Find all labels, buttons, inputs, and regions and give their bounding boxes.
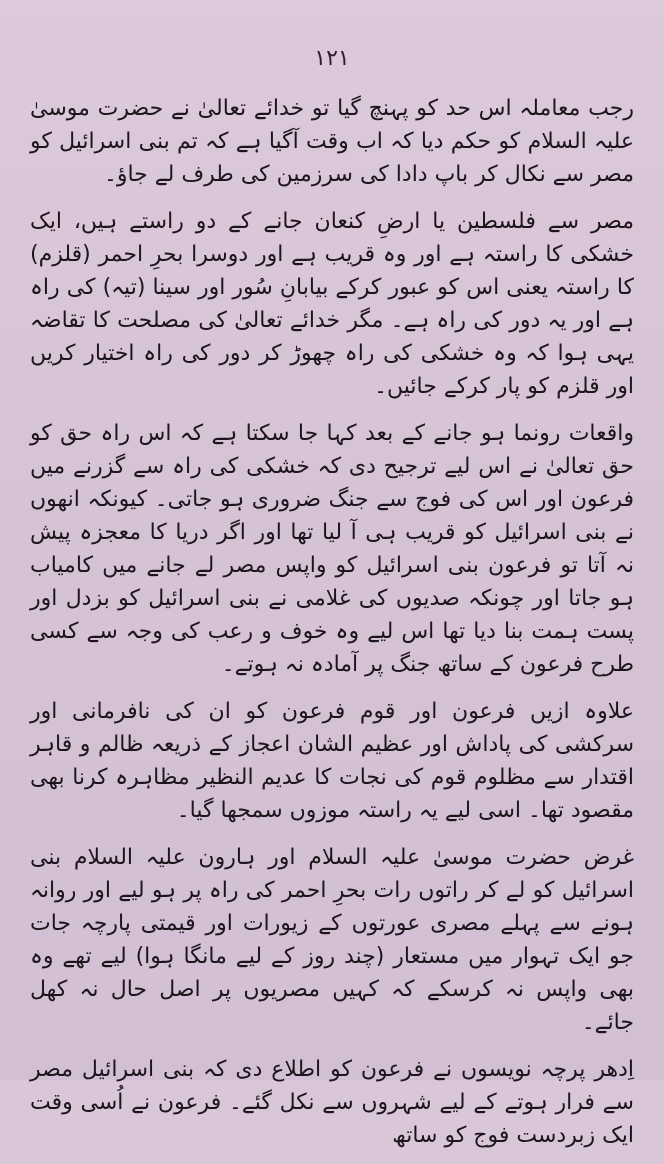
- paragraph-1: رجب معاملہ اس حد کو پہنچ گیا تو خدائے تعالیٰ نے حضرت موسیٰ علیہ السلام کو حکم دیا کہ اب وقت آگیا ہے کہ تم بنی اسرائیل کو مصر سے نکال کر باپ دادا کی سرزمین کی طرف لے جاؤ۔: [30, 96, 634, 187]
- paragraph-2: مصر سے فلسطین یا ارضِ کنعان جانے کے دو راستے ہیں، ایک خشکی کا راستہ ہے اور وہ قریب ہے اور دوسرا بحرِ احمر (قلزم) کا راستہ یعنی اس کو عبور کرکے بیابانِ سُور اور سینا (تیہ) کی راہ ہے اور یہ دور کی راہ ہے۔ مگر خدائے تعالیٰ کی مصلحت کا تقاضہ یہی ہوا کہ وہ خشکی کی راہ چھوڑ کر دور کی راہ اختیار کریں اور قلزم کو پار کرکے جائیں۔: [30, 209, 634, 399]
- paragraph-4: علاوہ ازیں فرعون اور قوم فرعون کو ان کی نافرمانی اور سرکشی کی پاداش اور عظیم الشان اعجاز کے ذریعہ ظالم و قاہر اقتدار سے مظلوم قوم کی نجات کا عدیم النظیر مظاہرہ کرنا بھی مقصود تھا۔ اسی لیے یہ راستہ موزوں سمجھا گیا۔: [30, 699, 634, 823]
- page-number: ١٢١: [314, 46, 350, 71]
- paragraph-6: اِدھر پرچہ نویسوں نے فرعون کو اطلاع دی کہ بنی اسرائیل مصر سے فرار ہوتے کے لیے شہروں سے نکل گئے۔ فرعون نے اُسی وقت ایک زبردست فوج کو ساتھ: [30, 1057, 634, 1148]
- paragraph-3: واقعات رونما ہو جانے کے بعد کہا جا سکتا ہے کہ اس راہ حق کو حق تعالیٰ نے اس لیے ترجیح دی کہ خشکی کی راہ سے گزرنے میں فرعون اور اس کی فوج سے جنگ ضروری ہو جاتی۔ کیونکہ انھوں نے بنی اسرائیل کو قریب ہی آ لیا تھا اور اگر دریا کا معجزہ پیش نہ آتا تو فرعون بنی اسرائیل کو واپس مصر لے جانے میں کامیاب ہو جاتا اور چونکہ صدیوں کی غلامی نے بنی اسرائیل کو بزدل اور پست ہمت بنا دیا تھا اس لیے وہ خوف و رعب کی وجہ سے کسی طرح فرعون کے ساتھ جنگ پر آمادہ نہ ہوتے۔: [30, 421, 634, 677]
- page-body: [30, 92, 634, 1164]
- paragraph-5: غرض حضرت موسیٰ علیہ السلام اور ہارون علیہ السلام بنی اسرائیل کو لے کر راتوں رات بحرِ احمر کی راہ پر ہو لیے اور روانہ ہونے سے پہلے مصری عورتوں کے زیورات اور قیمتی پارچہ جات جو ایک تہوار میں مستعار (چند روز کے لیے مانگا ہوا) لیے تھے وہ بھی واپس نہ کرسکے کہ کہیں مصریوں پر اصل حال نہ کھل جائے۔: [30, 845, 634, 1035]
